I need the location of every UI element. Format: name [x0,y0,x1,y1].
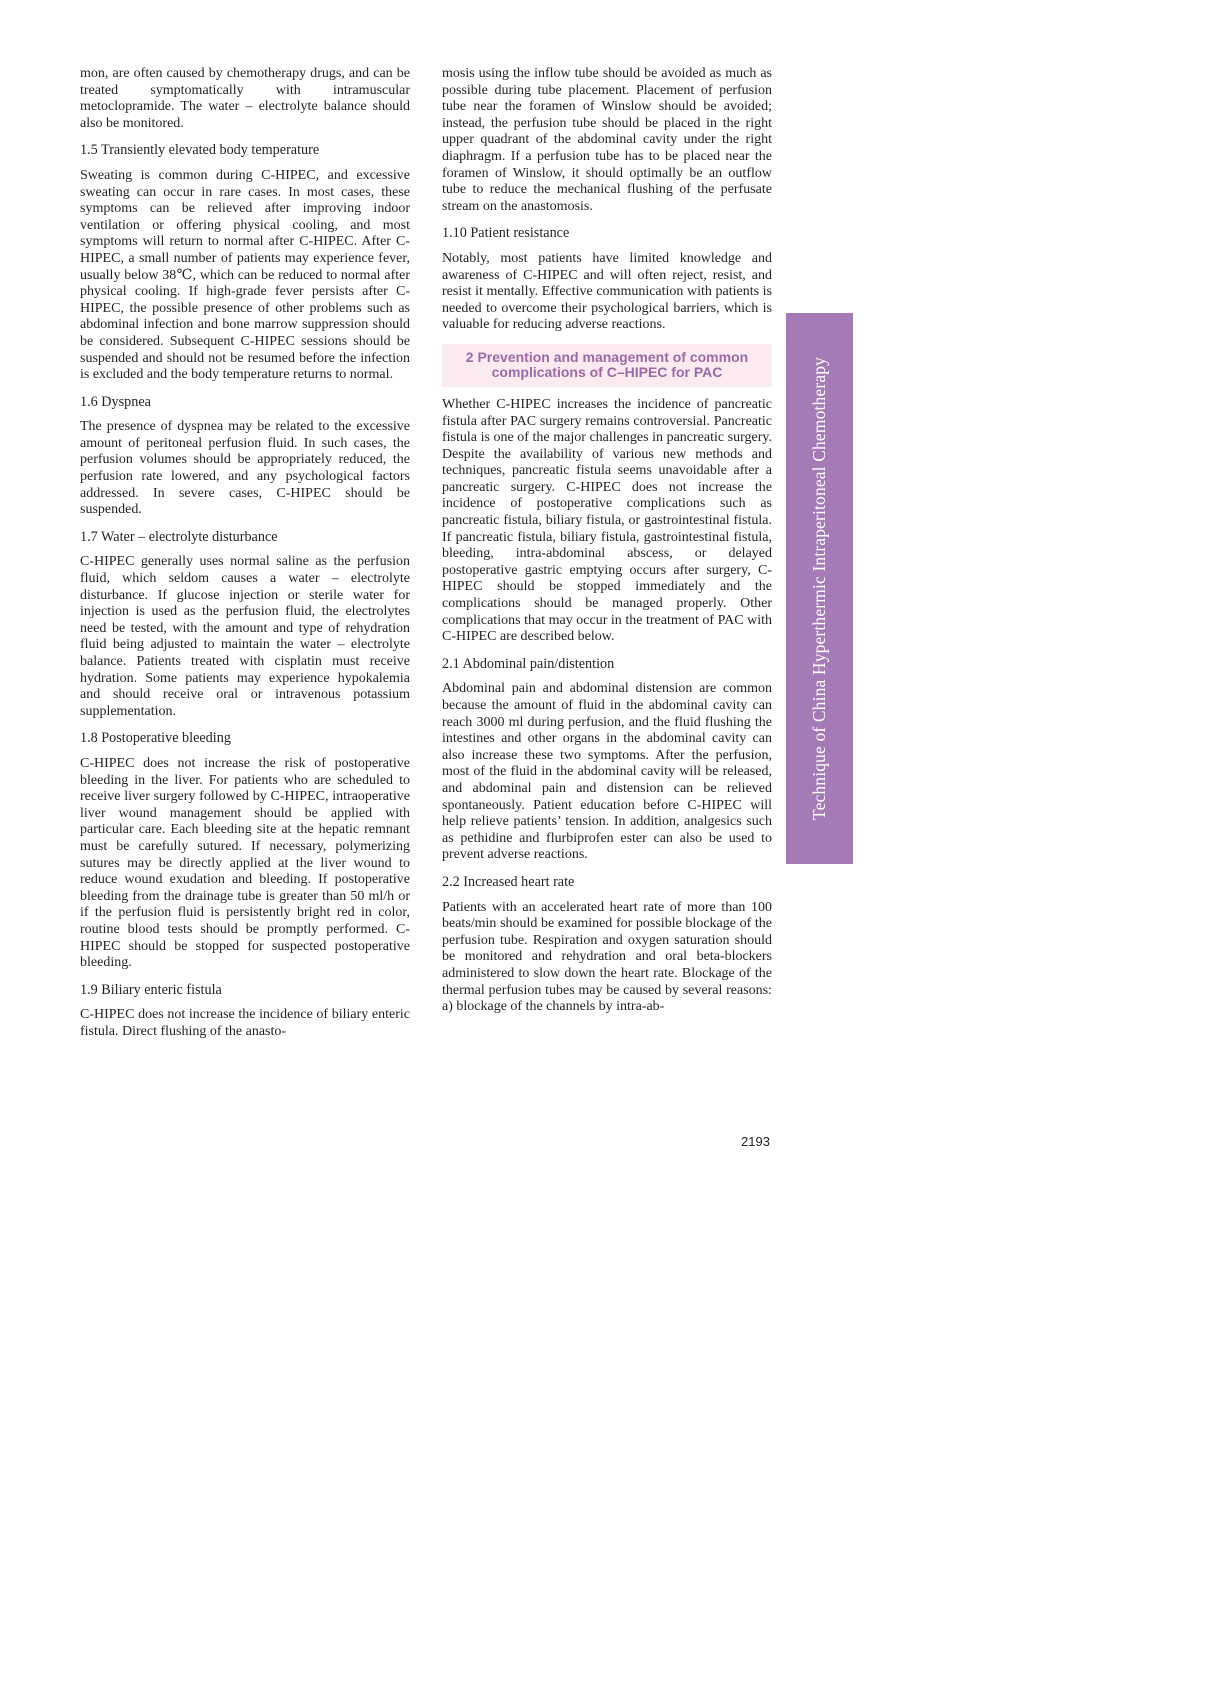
paragraph-1-8: C-HIPEC does not increase the risk of postoperative bleeding in the liver. For patients who are scheduled to receive liver surgery followed by C-HIPEC, intraoperative liver wound management should be applied with particular care. Each bleeding site at the hepatic remnant must be carefully sutured. If necessary, polymerizing sutures may be directly applied at the liver wound to reduce wound exudation and bleeding. If postoperative bleeding from the drainage tube is greater than 50 ml/h or if the perfusion fluid is persistently bright red in color, routine blood tests should be promptly performed. C-HIPEC should be stopped for suspected postoperative bleeding. [80,755,410,971]
heading-1-10: 1.10 Patient resistance [442,225,570,242]
paragraph-1-9: C-HIPEC does not increase the incidence of biliary enteric fistula. Direct flushing of the anasto- [80,1007,410,1039]
heading-2-2: 2.2 Increased heart rate [442,873,575,890]
heading-1-9: 1.9 Biliary enteric fistula [80,981,222,998]
heading-1-8: 1.8 Postoperative bleeding [80,730,231,747]
paragraph-1-6: The presence of dyspnea may be related to the excessive amount of peritoneal perfusion fluid. In such cases, the perfusion volumes should be appropriately reduced, the perfusion rate lowered, and any psychological factors addressed. In severe cases, C-HIPEC should be suspended. [80,419,410,518]
section-2-heading-line2: complications of C–HIPEC for PAC [491,364,723,381]
page-number: 2193 [741,1134,770,1149]
section-2-heading-line1: 2 Prevention and management of common [465,348,749,365]
paragraph-2: Whether C-HIPEC increases the incidence of pancreatic fistula after PAC surgery remains controversial. Pancreatic fistula is one of the major challenges in pancreatic surgery. Despite the availability of various new methods and techniques, pancreatic fistula seems unavoidable after a pancreatic surgery. C-HIPEC does not increase the incidence of postoperative complications such as pancreatic fistula, biliary fistula, or gastrointestinal fistula. If pancreatic fistula, biliary fistula, gastrointestinal fistula, bleeding, intra-abdominal abscess, or delayed postoperative gastric emptying occurs after surgery, C-HIPEC should be stopped immediately and the complications should be managed properly. Other complications that may occur in the treatment of PAC with C-HIPEC are described below. [442,396,772,645]
paragraph-2-1: Abdominal pain and abdominal distension are common because the amount of fluid in the abdominal cavity can reach 3000 ml during perfusion, and the fluid flushing the intestines and other organs in the abdominal cavity can also increase these two symptoms. After the perfusion, most of the fluid in the abdominal cavity will be released, and abdominal pain and distension can be relieved spontaneously. Patient education before C-HIPEC will help relieve patients’ tension. In addition, analgesics such as pethidine and flurbiprofen ester can also be used to prevent adverse reactions. [442,681,772,863]
journal-sidebar-tab [786,313,853,864]
heading-1-5: 1.5 Transiently elevated body temperature [80,142,320,159]
left-column [80,66,410,1050]
paragraph-1-5: Sweating is common during C-HIPEC, and excessive sweating can occur in rare cases. In most cases, these symptoms can be relieved after improving indoor ventilation or offering physical cooling, and most symptoms will return to normal after C-HIPEC. After C-HIPEC, a small number of patients may experience fever, usually below 38℃, which can be reduced to normal after physical cooling. If high-grade fever persists after C-HIPEC, the possible presence of other problems such as abdominal infection and bone marrow suppression should be considered. Subsequent C-HIPEC sessions should be suspended and should not be resumed before the infection is excluded and the body temperature returns to normal. [80,167,410,383]
paragraph-2-2: Patients with an accelerated heart rate of more than 100 beats/min should be examined for possible blockage of the perfusion tube. Respiration and oxygen saturation should be monitored and rehydration and oral beta-blockers administered to slow down the heart rate. Blockage of the thermal perfusion tubes may be caused by several reasons: a) blockage of the channels by intra-ab- [442,899,772,1015]
heading-1-7: 1.7 Water – electrolyte disturbance [80,528,278,545]
section-2-heading [442,344,772,387]
heading-2-1: 2.1 Abdominal pain/distention [442,655,615,672]
paragraph-intro: mon, are often caused by chemotherapy drugs, and can be treated symptomatically with intramuscular metoclopramide. The water – electrolyte balance should also be monitored. [80,66,410,131]
paragraph-1-7: C-HIPEC generally uses normal saline as the perfusion fluid, which seldom causes a water – electrolyte disturbance. If glucose injection or sterile water for injection is used as the perfusion fluid, the electrolytes need be tested, with the amount and type of rehydration fluid being adjusted to maintain the water – electrolyte balance. Patients treated with cisplatin must receive hydration. Some patients may experience hypokalemia and should receive oral or intravenous potassium supplementation. [80,554,410,719]
paragraph-continued: mosis using the inflow tube should be avoided as much as possible during tube placement. Placement of perfusion tube near the foramen of Winslow should be avoided; instead, the perfusion tube should be placed in the right upper quadrant of the abdominal cavity under the right diaphragm. If a perfusion tube has to be placed near the foramen of Winslow, it should optimally be an outflow tube to reduce the mechanical flushing of the perfusate stream on the anastomosis. [442,66,772,214]
sidebar-title: Technique of China Hyperthermic Intraperitoneal Chemotherapy [809,356,830,821]
right-column [442,66,772,1026]
paragraph-1-10: Notably, most patients have limited knowledge and awareness of C-HIPEC and will often reject, resist, and resist it mentally. Effective communication with patients is needed to overcome their psychological barriers, which is valuable for reducing adverse reactions. [442,250,772,333]
heading-1-6: 1.6 Dyspnea [80,393,151,410]
